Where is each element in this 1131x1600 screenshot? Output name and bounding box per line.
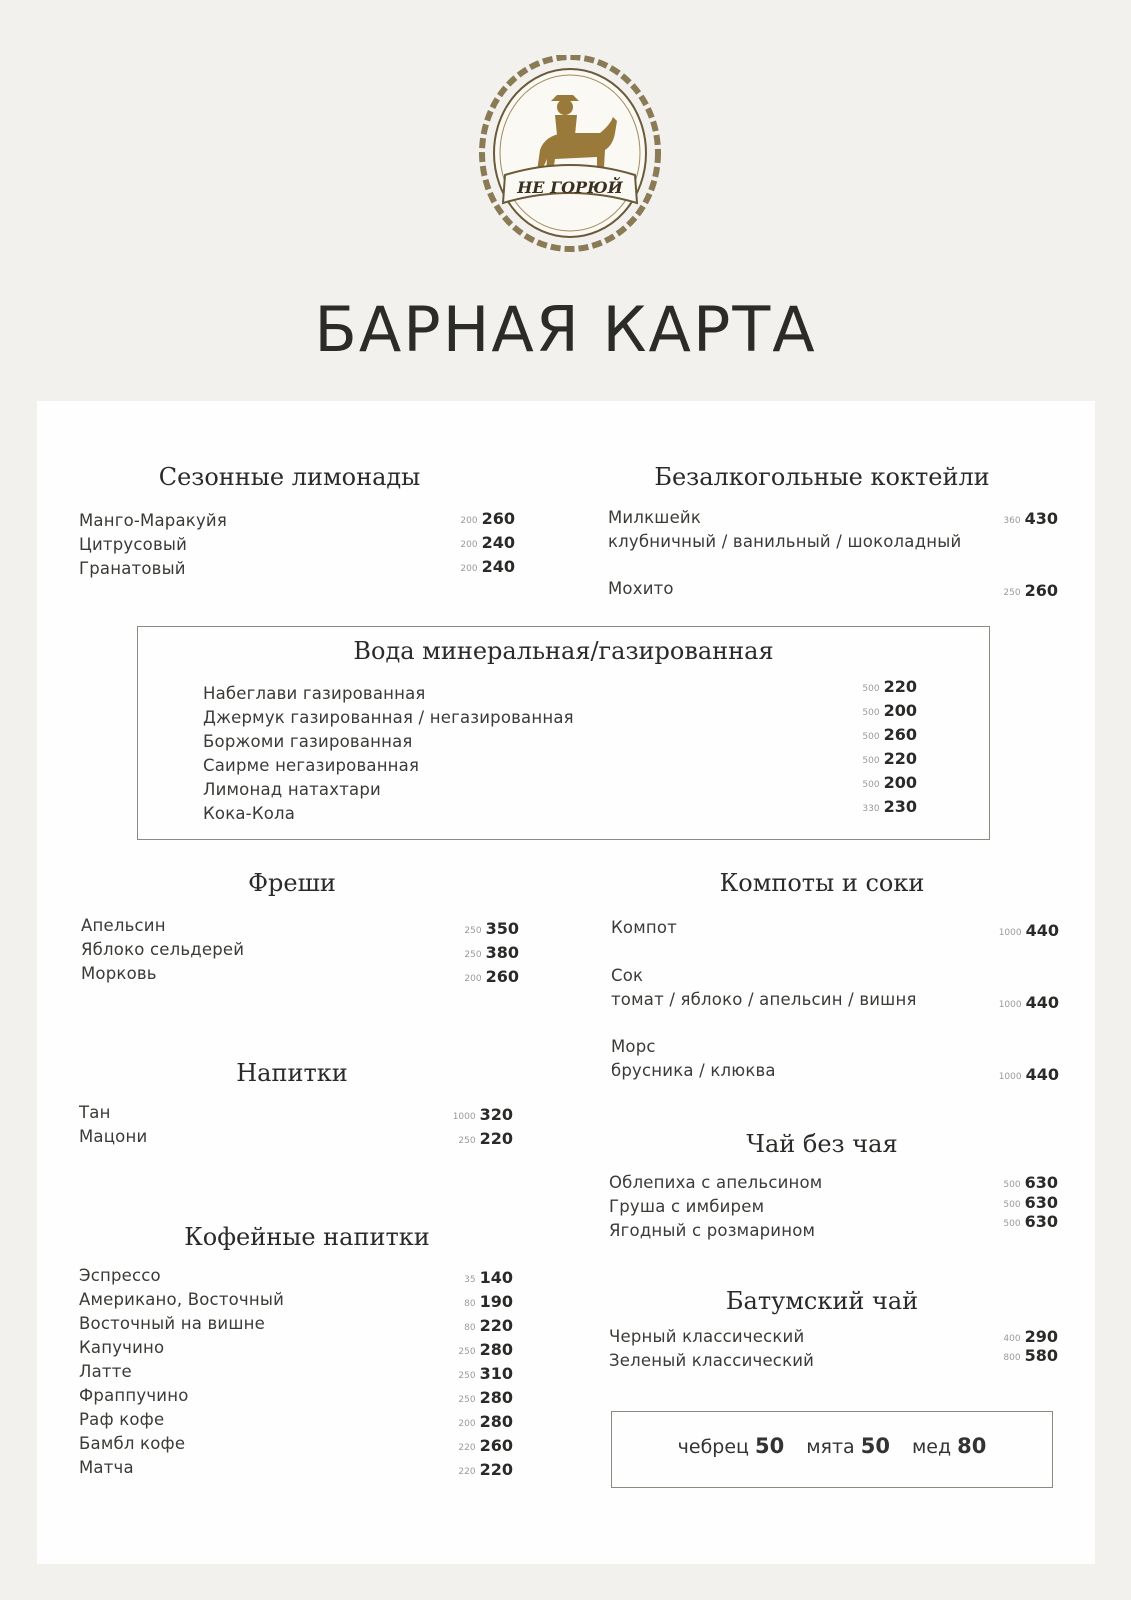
extra-price: 50 xyxy=(860,1434,890,1458)
extra-name: чебрец xyxy=(677,1436,749,1458)
extras-line xyxy=(611,1434,1053,1458)
page-title: БАРНАЯ КАРТА xyxy=(314,293,817,366)
section-title-drinks: Напитки xyxy=(236,1059,348,1087)
section-title-fresh: Фреши xyxy=(248,869,336,897)
section-title-coffee: Кофейные напитки xyxy=(184,1223,430,1251)
section-title-lemonades: Сезонные лимонады xyxy=(158,463,421,491)
section-title-tea-no-tea: Чай без чая xyxy=(746,1130,898,1158)
menu-panel: Сезонные лимонады Манго-Маракуйя 200 260 Цитрусовый 200 240 Гранатовый 200 240 Безалкогольные коктейли Милкшейк клубничный / ванильный / шоколадный 360 430 Мохито 250 260 Вода минеральная/газированная Набеглави газированная 500 220 Джермук газированная / негазированная 500 200 Боржоми газированная 500 260 Саирме негазированная 500 220 Лимонад натахтари 500 200 Кока-Кола 330 230 Фреши Апельсин 250 350 Яблоко сельдерей 250 380 Морковь 200 260 Компоты и соки Компот 1000 440 Сок томат / яблоко / апельсин / вишня 1000 440 Морс брусника / клюква 1000 440 Напитки Тан 1000 320 Мацони 250 220 Чай без чая Облепиха с апельсином 500 630 Груша с имбирем 500 630 Ягодный с розмарином 500 630 Кофейные напитки Эспрессо 35 140 Американо, Восточный 80 190 Восточный на вишне 80 220 Капучино 250 280 Латте 250 310 Фраппучино 250 280 Раф кофе 200 280 Бамбл кофе 220 260 Матча 220 220 Батумский чай Черный классический 400 290 Зеленый классический 800 580 чебрец 50 мята 50 мед 80 xyxy=(37,401,1095,1564)
section-title-water: Вода минеральная/газированная xyxy=(353,637,774,665)
svg-text:НЕ ГОРЮЙ: НЕ ГОРЮЙ xyxy=(517,178,623,197)
extra-name: мята xyxy=(806,1436,855,1458)
extra-name: мед xyxy=(911,1436,952,1458)
section-title-cocktails: Безалкогольные коктейли xyxy=(654,463,990,491)
section-title-compotes: Компоты и соки xyxy=(719,869,925,897)
restaurant-logo xyxy=(465,55,675,255)
extra-price: 50 xyxy=(754,1434,785,1458)
extra-price: 80 xyxy=(957,1434,987,1458)
section-title-batumi-tea: Батумский чай xyxy=(725,1287,919,1315)
